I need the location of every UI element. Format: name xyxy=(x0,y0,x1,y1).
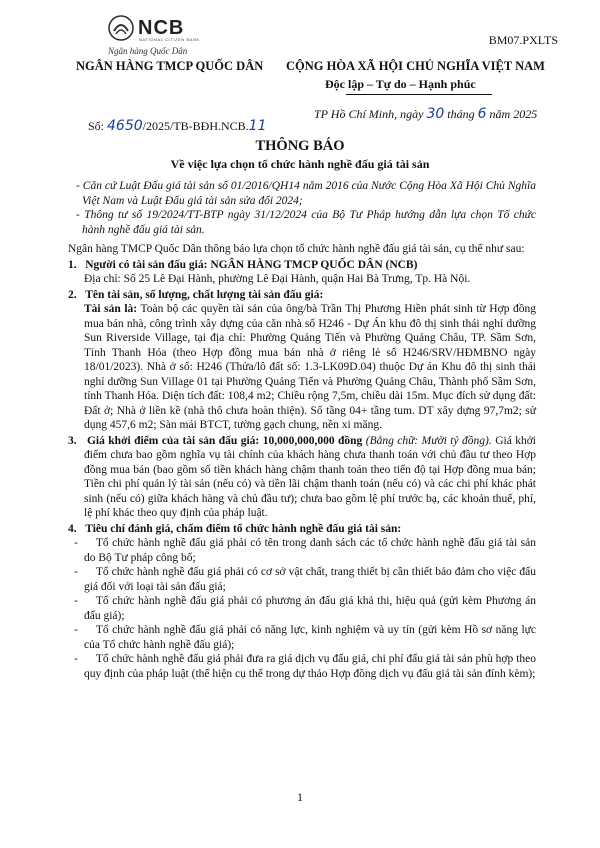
section-1-number: 1. xyxy=(68,258,77,271)
section-3-title: Giá khởi điểm của tài sản đấu giá: 10,000,000,000 đồng xyxy=(86,434,363,447)
section-3 xyxy=(68,434,536,521)
section-2-number: 2. xyxy=(68,288,77,301)
section-1-heading xyxy=(68,258,536,273)
section-4-title: Tiêu chí đánh giá, chấm điểm tổ chức hành nghề đấu giá tài sản: xyxy=(85,522,402,535)
motto-underline xyxy=(346,94,492,95)
criterion-5-text: Tổ chức hành nghề đấu giá phải đưa ra giá dịch vụ đấu giá, chi phí đấu giá tài sản phù hợp theo quy định của pháp luật (thể hiện cụ thể trong dự thảo Hợp đồng dịch vụ đấu giá tài sản đính kèm); xyxy=(84,653,536,680)
section-4-number: 4. xyxy=(68,522,77,535)
section-3-price-words: (Bằng chữ: Mười tỷ đồng). xyxy=(362,434,492,447)
logo-script: Ngân hàng Quốc Dân xyxy=(108,46,188,56)
intro-paragraph: Ngân hàng TMCP Quốc Dân thông báo lựa chọn tổ chức hành nghề đấu giá tài sản, cụ thể như sau: xyxy=(68,243,525,255)
criterion-2-text: Tổ chức hành nghề đấu giá phải có cơ sở vật chất, trang thiết bị cần thiết bảo đảm cho việc đấu giá đối với loại tài sản đấu giá; xyxy=(84,566,536,593)
criterion-3-text: Tổ chức hành nghề đấu giá phải có phương án đấu giá khả thi, hiệu quả (gửi kèm Phương án đấu giá); xyxy=(84,595,536,622)
criterion-3 xyxy=(68,594,536,623)
date-month-label: tháng xyxy=(444,107,478,121)
ncb-logo-icon xyxy=(108,15,134,41)
section-2-heading xyxy=(68,288,536,303)
section-1-title: Người có tài sản đấu giá: NGÂN HÀNG TMCP QUỐC DÂN (NCB) xyxy=(85,258,418,271)
logo-tagline: NATIONAL CITIZEN BANK xyxy=(139,37,200,42)
criterion-bullet: - xyxy=(74,624,78,636)
section-2 xyxy=(68,288,536,433)
section-3-heading xyxy=(68,434,536,521)
section-3-number: 3. xyxy=(68,434,77,447)
criterion-4 xyxy=(68,623,536,652)
criterion-4-text: Tổ chức hành nghề đấu giá phải có năng lực, kinh nghiệm và uy tín (gửi kèm Hồ sơ năng lực của Tổ chức hành nghề đấu giá); xyxy=(84,624,536,651)
criterion-5 xyxy=(68,652,536,681)
date-month: 6 xyxy=(477,106,487,122)
section-1-body: Địa chỉ: Số 25 Lê Đại Hành, phường Lê Đại Hành, quận Hai Bà Trưng, Tp. Hà Nội. xyxy=(84,273,471,285)
section-1 xyxy=(68,258,536,287)
legal-basis-1: - Căn cứ Luật Đấu giá tài sản số 01/2016/QH14 năm 2016 của Nước Cộng Hòa Xã Hội Chủ Nghĩa Việt Nam và Luật Đấu giá tài sản sửa đổi 2024; xyxy=(76,180,536,207)
criterion-2 xyxy=(68,565,536,594)
national-motto: Độc lập – Tự do – Hạnh phúc xyxy=(325,77,476,91)
criterion-bullet: - xyxy=(74,537,78,549)
country-heading: CỘNG HÒA XÃ HỘI CHỦ NGHĨA VIỆT NAM xyxy=(286,59,545,73)
date-day: 30 xyxy=(426,106,445,122)
document-body xyxy=(68,179,536,681)
form-code: BM07.PXLTS xyxy=(488,33,558,47)
doc-no-handwritten: 4650 xyxy=(107,118,143,134)
criterion-bullet: - xyxy=(74,566,78,578)
bank-name: NGÂN HÀNG TMCP QUỐC DÂN xyxy=(76,59,264,73)
section-2-title: Tên tài sản, số lượng, chất lượng tài sản đấu giá: xyxy=(85,288,324,301)
logo-name: NCB xyxy=(138,17,185,39)
page-number: 1 xyxy=(297,790,303,804)
criterion-1 xyxy=(68,536,536,565)
criterion-1-text: Tổ chức hành nghề đấu giá phải có tên trong danh sách các tổ chức hành nghề đấu giá tài sản do Bộ Tư pháp công bố; xyxy=(84,537,536,564)
section-2-body-label: Tài sản là: xyxy=(84,303,138,315)
legal-basis-2: - Thông tư số 19/2024/TT-BTP ngày 31/12/2024 của Bộ Tư Pháp hướng dẫn lựa chọn Tổ chức hành nghề đấu giá tài sản. xyxy=(76,209,536,236)
document-subtitle: Về việc lựa chọn tổ chức hành nghề đấu giá tài sản xyxy=(170,157,430,171)
date-year: năm 2025 xyxy=(486,107,538,121)
section-2-body xyxy=(68,302,536,433)
section-3-body: Giá khởi điểm chưa bao gồm nghĩa vụ tài chính của khách hàng chưa thanh toán với chủ đầu tư theo Hợp đồng mua bán (bao gồm số tiền khách hàng chậm thanh toán theo tiến độ tại Hợp đồng mua bán; Tiền chi phí quản lý tài sản (nếu có) và tiền lãi chậm thanh toán (nếu có) và các chi phí khác phát sinh (nếu có) giữa khách hàng và chủ đầu tư); chưa bao gồm lệ phí trước bạ, các khoản thuế, phí, lệ phí khác theo quy định của pháp luật. xyxy=(84,434,537,519)
issue-date xyxy=(314,106,537,122)
criterion-bullet: - xyxy=(74,653,78,665)
criterion-bullet: - xyxy=(74,595,78,607)
doc-no-suffix-handwritten: 11 xyxy=(248,118,267,134)
doc-no-mid: /2025/TB-BĐH.NCB. xyxy=(142,119,249,133)
document-number xyxy=(88,118,267,134)
date-place: TP Hồ Chí Minh, ngày xyxy=(314,107,427,121)
section-4-heading xyxy=(68,522,536,537)
section-4 xyxy=(68,522,536,682)
document-title: THÔNG BÁO xyxy=(255,138,345,154)
doc-no-prefix: Số: xyxy=(88,119,108,133)
section-2-body-text: Toàn bộ các quyền tài sản của ông/bà Trần Thị Phương Hiền phát sinh từ Hợp đồng mua bán nhà, công trình xây dựng của căn nhà số H246 - Dự Án khu đô thị sinh thái nghỉ dưỡng Sun Riverside Village, tại địa chỉ: Phường Quảng Tiến và Phường Quảng Châu, TP. Sầm Sơn, Tỉnh Thanh Hóa (theo Hợp đồng mua bán nhà ở riêng lẻ số H246/SRV/HĐMBNO ngày 18/01/2023). Nhà ở số: H246 (Thửa/lô đất số: 1.3-LK09D.04) thuộc Dự án Khu đô thị sinh thái nghỉ dưỡng Sun Village 01 tại Phường Quảng Tiến và Phường Quảng Châu, Thành phố Sầm Sơn, tỉnh Thanh Hóa. Diện tích đất: 108,4 m2; Chiều rộng 7,5m, chiều dài 15m. Mục đích sử dụng đất: Đất ở; Nhà ở liền kề (nhà thô chưa hoàn thiện). Số tầng 04+ tầng tum. DT xây dựng 97,7m2; sử dụng 457,6 m2; Sàn mái BTCT, tường gạch chung, nền xi măng. xyxy=(84,303,536,431)
